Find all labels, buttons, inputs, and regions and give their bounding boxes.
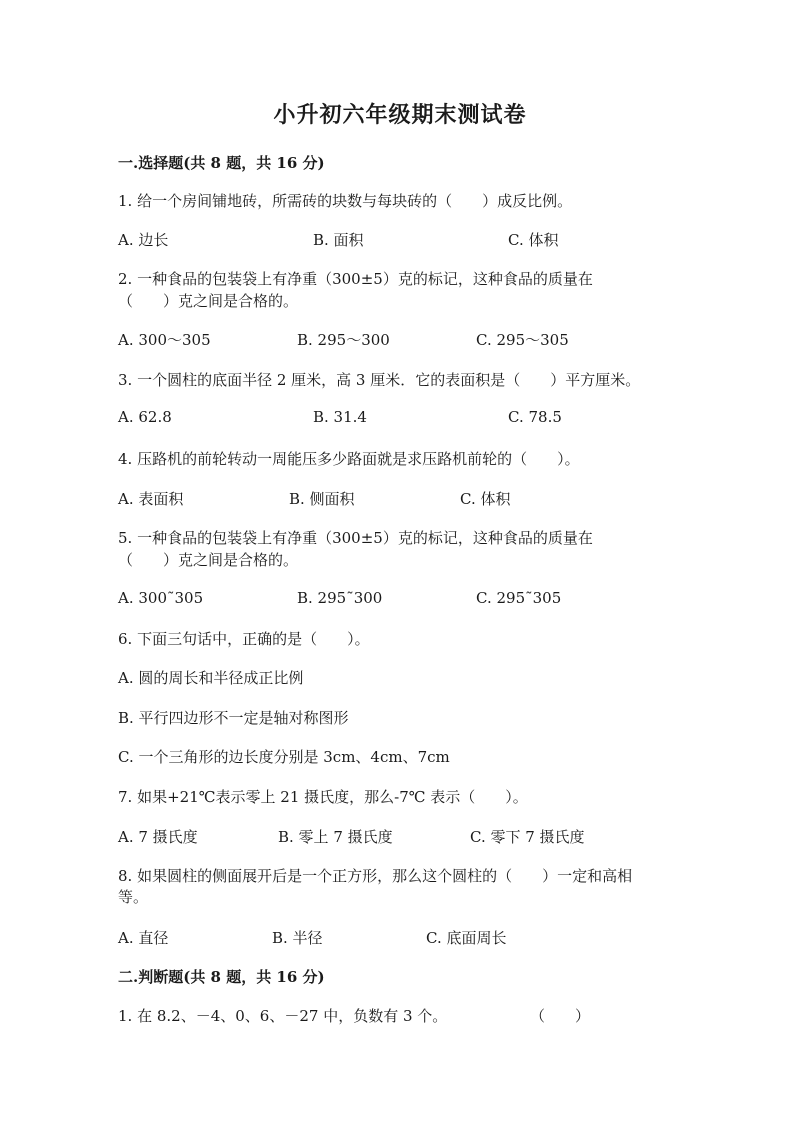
question-4-option-c: C. 体积: [460, 490, 511, 508]
question-6-option-b: B. 平行四边形不一定是轴对称图形: [118, 709, 349, 727]
question-2-text-line1: 2. 一种食品的包装袋上有净重（300±5）克的标记，这种食品的质量在: [118, 270, 593, 288]
question-1-option-c: C. 体积: [508, 231, 559, 249]
question-8-option-c: C. 底面周长: [426, 929, 507, 947]
question-3-option-a: A. 62.8: [118, 408, 172, 426]
question-8-option-b: B. 半径: [272, 929, 323, 947]
question-8-text-line1: 8. 如果圆柱的侧面展开后是一个正方形，那么这个圆柱的（ ）一定和高相: [118, 867, 633, 885]
question-4-text: 4. 压路机的前轮转动一周能压多少路面就是求压路机前轮的（ ）。: [118, 450, 580, 468]
question-7-option-a: A. 7 摄氏度: [118, 828, 198, 846]
question-2-option-a: A. 300～305: [118, 331, 211, 349]
question-2-option-b: B. 295～300: [297, 331, 390, 349]
judgement-1-answer-blank: （ ）: [530, 1007, 591, 1025]
question-1-text: 1. 给一个房间铺地砖，所需砖的块数与每块砖的（ ）成反比例。: [118, 192, 573, 210]
question-7-text: 7. 如果+21℃表示零上 21 摄氏度，那么-7℃ 表示（ ）。: [118, 788, 528, 806]
question-1-option-b: B. 面积: [313, 231, 364, 249]
question-5-text-line1: 5. 一种食品的包装袋上有净重（300±5）克的标记，这种食品的质量在: [118, 529, 593, 547]
question-3-option-b: B. 31.4: [313, 408, 367, 426]
question-8-text-line2: 等。: [118, 888, 149, 906]
question-3-text: 3. 一个圆柱的底面半径 2 厘米，高 3 厘米．它的表面积是（ ）平方厘米。: [118, 371, 641, 389]
question-3-option-c: C. 78.5: [508, 408, 562, 426]
question-4-option-b: B. 侧面积: [289, 490, 355, 508]
question-5-text-line2: （ ）克之间是合格的。: [118, 551, 299, 569]
question-6-option-a: A. 圆的周长和半径成正比例: [118, 669, 304, 687]
question-6-text: 6. 下面三句话中，正确的是（ ）。: [118, 630, 370, 648]
section-heading-judgement: 二.判断题(共 8 题，共 16 分): [118, 968, 325, 986]
judgement-1-text: 1. 在 8.2、－4、0、6、－27 中，负数有 3 个。: [118, 1007, 448, 1025]
question-6-option-c: C. 一个三角形的边长度分别是 3cm、4cm、7cm: [118, 748, 450, 766]
question-5-option-a: A. 300˜305: [118, 589, 204, 607]
question-2-text-line2: （ ）克之间是合格的。: [118, 292, 299, 310]
section-heading-choice: 一.选择题(共 8 题，共 16 分): [118, 154, 325, 172]
question-1-option-a: A. 边长: [118, 231, 169, 249]
question-2-option-c: C. 295～305: [476, 331, 569, 349]
question-5-option-b: B. 295˜300: [297, 589, 383, 607]
page-title: 小升初六年级期末测试卷: [273, 102, 527, 128]
question-7-option-c: C. 零下 7 摄氏度: [470, 828, 585, 846]
question-5-option-c: C. 295˜305: [476, 589, 562, 607]
question-4-option-a: A. 表面积: [118, 490, 184, 508]
question-7-option-b: B. 零上 7 摄氏度: [278, 828, 393, 846]
question-8-option-a: A. 直径: [118, 929, 169, 947]
